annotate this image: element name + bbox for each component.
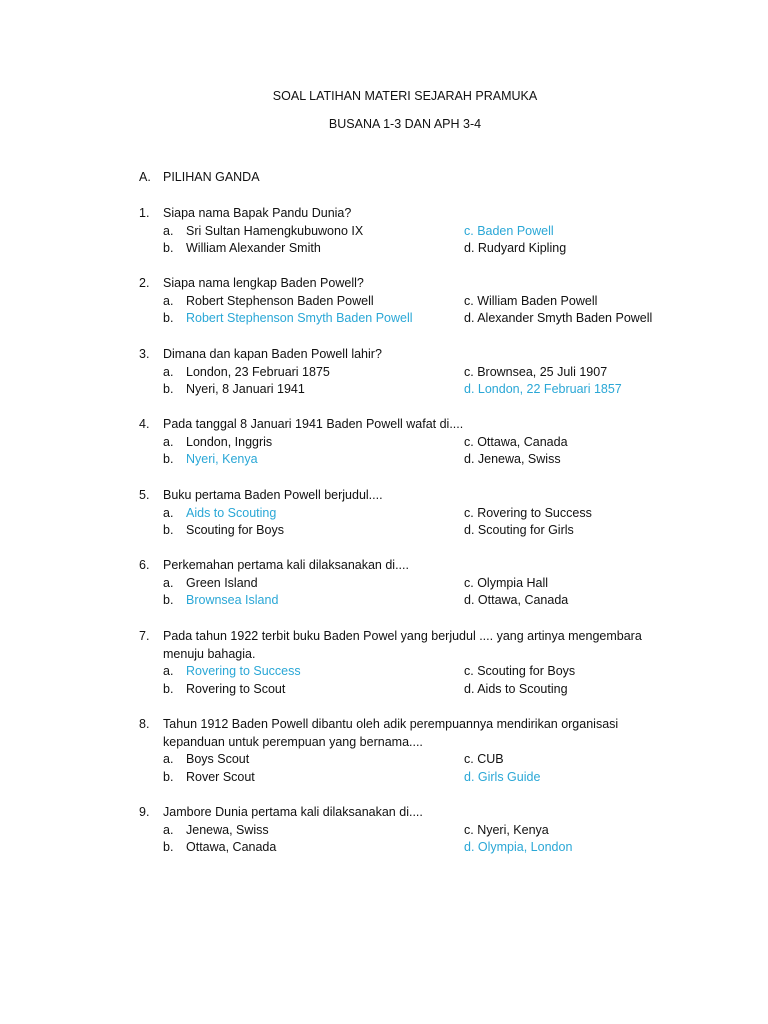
- question-item: [139, 205, 679, 258]
- question-number: 2.: [139, 276, 150, 290]
- question-stem: [139, 487, 679, 505]
- option-row: [139, 505, 679, 523]
- correct-answer-option: c. Baden Powell: [464, 223, 554, 238]
- answer-option: Green Island: [186, 575, 258, 590]
- question-stem: [139, 557, 679, 575]
- answer-option: London, Inggris: [186, 434, 273, 449]
- answer-option: c. CUB: [464, 752, 504, 767]
- question-number: 4.: [139, 417, 150, 431]
- correct-answer-option: Brownsea Island: [186, 593, 279, 608]
- answer-option: c. Olympia Hall: [464, 575, 549, 590]
- option-letter: a.: [163, 223, 174, 238]
- question-text: Dimana dan kapan Baden Powell lahir?: [163, 347, 382, 361]
- option-letter: b.: [163, 593, 174, 608]
- question-stem: [139, 346, 679, 364]
- option-row: [139, 522, 679, 540]
- question-text: Buku pertama Baden Powell berjudul....: [163, 488, 383, 502]
- option-row: [139, 223, 679, 241]
- option-row: [139, 293, 679, 311]
- option-letter: b.: [163, 452, 174, 467]
- option-row: [139, 451, 679, 469]
- question-item: [139, 557, 679, 610]
- answer-option: d. Rudyard Kipling: [464, 241, 567, 256]
- option-row: [139, 839, 679, 857]
- answer-option: d. Scouting for Girls: [464, 523, 574, 538]
- answer-option: c. Rovering to Success: [464, 505, 592, 520]
- question-text: Tahun 1912 Baden Powell dibantu oleh adik perempuannya mendirikan organisasi kepanduan untuk perempuan yang bernama....: [163, 717, 619, 749]
- correct-answer-option: Rovering to Success: [186, 664, 301, 679]
- option-row: [139, 240, 679, 258]
- answer-option: c. Nyeri, Kenya: [464, 822, 549, 837]
- correct-answer-option: d. Girls Guide: [464, 769, 541, 784]
- answer-option: Rover Scout: [186, 769, 255, 784]
- question-number: 9.: [139, 805, 150, 819]
- answer-option: c. William Baden Powell: [464, 293, 598, 308]
- answer-option: Ottawa, Canada: [186, 840, 277, 855]
- answer-option: c. Ottawa, Canada: [464, 434, 568, 449]
- answer-option: c. Brownsea, 25 Juli 1907: [464, 364, 608, 379]
- correct-answer-option: Robert Stephenson Smyth Baden Powell: [186, 311, 413, 326]
- option-row: [139, 681, 679, 699]
- answer-option: d. Aids to Scouting: [464, 681, 568, 696]
- question-item: [139, 416, 679, 469]
- question-number: 8.: [139, 717, 150, 731]
- question-number: 5.: [139, 488, 150, 502]
- option-letter: a.: [163, 505, 174, 520]
- question-stem: [139, 716, 679, 751]
- question-item: [139, 275, 679, 328]
- answer-option: Scouting for Boys: [186, 523, 284, 538]
- option-letter: a.: [163, 664, 174, 679]
- option-letter: b.: [163, 681, 174, 696]
- option-row: [139, 575, 679, 593]
- option-row: [139, 822, 679, 840]
- document-subtitle: BUSANA 1-3 DAN APH 3-4: [328, 117, 482, 131]
- question-stem: [139, 275, 679, 293]
- question-number: 1.: [139, 206, 150, 220]
- option-letter: a.: [163, 434, 174, 449]
- question-stem: [139, 205, 679, 223]
- correct-answer-option: d. Olympia, London: [464, 840, 573, 855]
- answer-option: d. Alexander Smyth Baden Powell: [464, 311, 653, 326]
- question-number: 7.: [139, 629, 150, 643]
- question-text: Perkemahan pertama kali dilaksanakan di....: [163, 558, 409, 572]
- answer-option: Rovering to Scout: [186, 681, 286, 696]
- answer-option: London, 23 Februari 1875: [186, 364, 330, 379]
- option-row: [139, 663, 679, 681]
- option-letter: a.: [163, 364, 174, 379]
- question-stem: [139, 628, 679, 663]
- option-letter: b.: [163, 382, 174, 397]
- question-stem: [139, 416, 679, 434]
- answer-option: c. Scouting for Boys: [464, 664, 576, 679]
- question-text: Siapa nama lengkap Baden Powell?: [163, 276, 364, 290]
- question-text: Pada tanggal 8 Januari 1941 Baden Powell wafat di....: [163, 417, 464, 431]
- option-row: [139, 769, 679, 787]
- option-letter: b.: [163, 840, 174, 855]
- answer-option: Boys Scout: [186, 752, 250, 767]
- option-row: [139, 434, 679, 452]
- option-row: [139, 310, 679, 328]
- correct-answer-option: d. London, 22 Februari 1857: [464, 382, 622, 397]
- question-item: [139, 804, 679, 857]
- question-text: Jambore Dunia pertama kali dilaksanakan di....: [163, 805, 423, 819]
- option-row: [139, 751, 679, 769]
- answer-option: Robert Stephenson Baden Powell: [186, 293, 374, 308]
- section-label: PILIHAN GANDA: [163, 170, 260, 184]
- question-number: 6.: [139, 558, 150, 572]
- question-number: 3.: [139, 347, 150, 361]
- answer-option: Jenewa, Swiss: [186, 822, 269, 837]
- option-letter: b.: [163, 523, 174, 538]
- question-item: [139, 346, 679, 399]
- question-text: Pada tahun 1922 terbit buku Baden Powel yang berjudul .... yang artinya mengembara menuju bahagia.: [163, 629, 642, 661]
- question-item: [139, 628, 679, 698]
- question-item: [139, 716, 679, 786]
- question-item: [139, 487, 679, 540]
- answer-option: Sri Sultan Hamengkubuwono IX: [186, 223, 364, 238]
- answer-option: Nyeri, 8 Januari 1941: [186, 382, 305, 397]
- option-row: [139, 364, 679, 382]
- answer-option: d. Ottawa, Canada: [464, 593, 569, 608]
- section-heading: [139, 169, 260, 187]
- question-stem: [139, 804, 679, 822]
- option-letter: a.: [163, 822, 174, 837]
- option-letter: a.: [163, 575, 174, 590]
- section-number: A.: [139, 170, 151, 184]
- option-letter: b.: [163, 311, 174, 326]
- correct-answer-option: Nyeri, Kenya: [186, 452, 258, 467]
- correct-answer-option: Aids to Scouting: [186, 505, 277, 520]
- document-title: SOAL LATIHAN MATERI SEJARAH PRAMUKA: [272, 89, 538, 103]
- option-letter: a.: [163, 752, 174, 767]
- answer-option: d. Jenewa, Swiss: [464, 452, 561, 467]
- option-letter: b.: [163, 241, 174, 256]
- option-letter: b.: [163, 769, 174, 784]
- option-letter: a.: [163, 293, 174, 308]
- answer-option: William Alexander Smith: [186, 241, 321, 256]
- option-row: [139, 381, 679, 399]
- question-text: Siapa nama Bapak Pandu Dunia?: [163, 206, 352, 220]
- option-row: [139, 592, 679, 610]
